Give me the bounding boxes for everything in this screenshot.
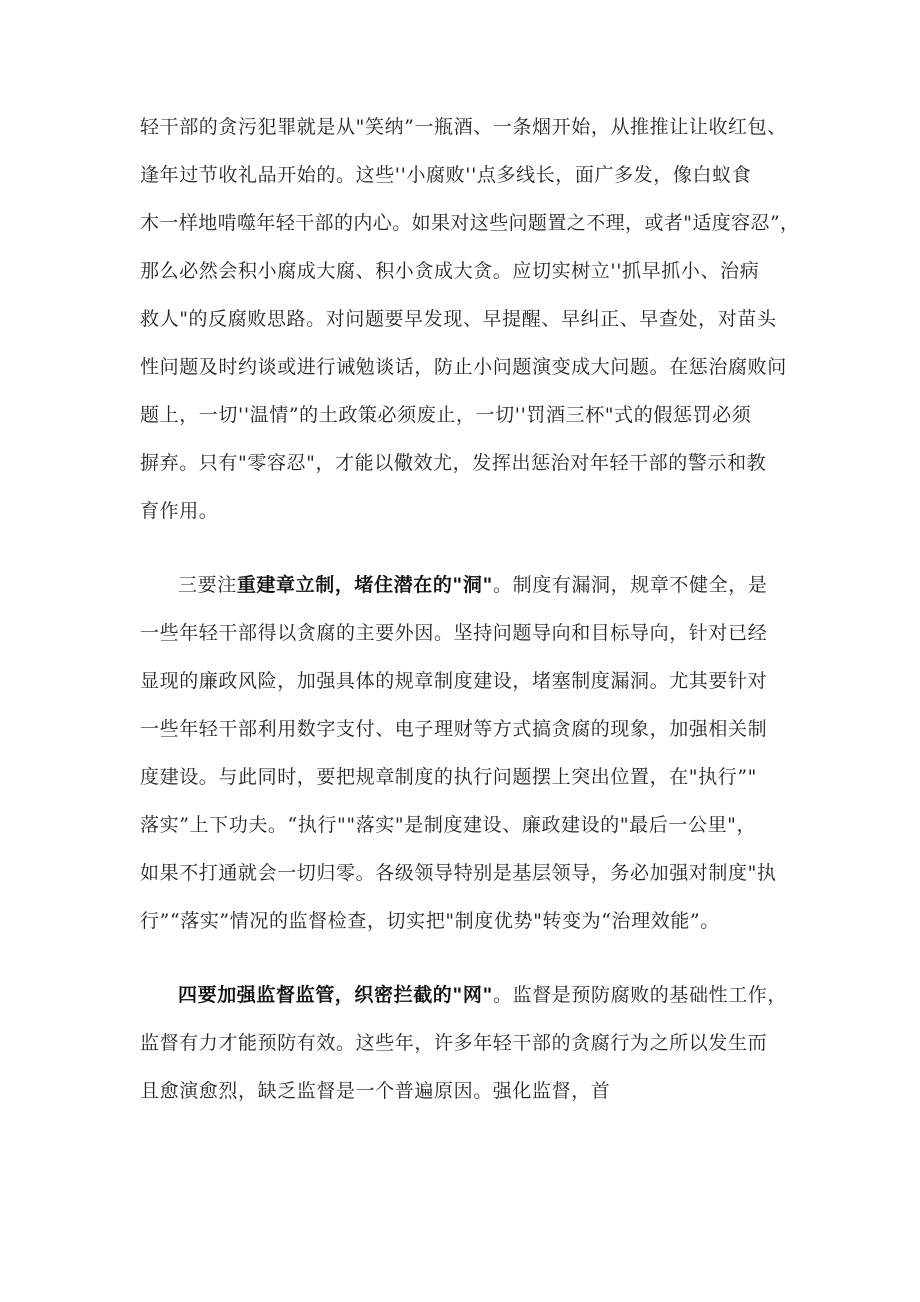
text-line: 落实”上下功夫。“执行""落实"是制度建设、廉政建设的"最后一公里"， <box>140 814 757 836</box>
text-line: 摒弃。只有"零容忍"，才能以儆效尤，发挥出惩治对年轻干部的警示和教 <box>140 452 767 474</box>
section-heading: 重建章立制，堵住潜在的"洞" <box>236 574 494 596</box>
text-line: 显现的廉政风险，加强具体的规章制度建设，堵塞制度漏洞。尤其要针对 <box>140 670 768 692</box>
text-line: 如果不打通就会一切归零。各级领导特别是基层领导，务必加强对制度"执 <box>140 862 777 884</box>
text-line: 题上，一切''温情”的土政策必须废止，一切''罚酒三杯"式的假惩罚必须 <box>140 404 752 426</box>
paragraph-lead-line <box>178 982 787 1008</box>
paragraph-lead-line <box>178 572 767 598</box>
text-line: 育作用。 <box>140 500 219 522</box>
section-heading: 四要加强监督监管，织密拦截的"网" <box>178 984 493 1006</box>
text-line: 行”“落实”情况的监督检查，切实把"制度优势"转变为“治理效能”。 <box>140 910 720 932</box>
text-line: 性问题及时约谈或进行诫勉谈话，防止小问题演变成大问题。在惩治腐败问 <box>140 356 787 378</box>
text-line: 且愈演愈烈，缺乏监督是一个普遍原因。强化监督，首 <box>140 1080 611 1102</box>
text-line: 度建设。与此同时，要把规章制度的执行问题摆上突出位置，在"执行”" <box>140 766 757 788</box>
lead-rest: 。监督是预防腐败的基础性工作， <box>493 984 788 1006</box>
lead-plain: 三要注 <box>178 574 237 596</box>
text-line: 救人"的反腐败思路。对问题要早发现、早提醒、早纠正、早查处，对苗头 <box>140 308 777 330</box>
text-line: 逢年过节收礼品开始的。这些''小腐败''点多线长，面广多发，像白蚁食 <box>140 164 752 186</box>
text-line: 木一样地啃噬年轻干部的内心。如果对这些问题置之不理，或者"适度容忍”， <box>140 212 800 234</box>
text-line: 轻干部的贪污犯罪就是从"笑纳”一瓶酒、一条烟开始，从推推让让收红包、 <box>140 116 787 138</box>
text-line: 监督有力才能预防有效。这些年，许多年轻干部的贪腐行为之所以发生而 <box>140 1032 768 1054</box>
text-line: 一些年轻干部利用数字支付、电子理财等方式搞贪腐的现象，加强相关制 <box>140 718 768 740</box>
lead-rest: 。制度有漏洞，规章不健全，是 <box>493 574 768 596</box>
text-line: 那么必然会积小腐成大腐、积小贪成大贪。应切实树立''抓早抓小、治病 <box>140 260 760 282</box>
text-line: 一些年轻干部得以贪腐的主要外因。坚持问题导向和目标导向，针对已经 <box>140 622 768 644</box>
